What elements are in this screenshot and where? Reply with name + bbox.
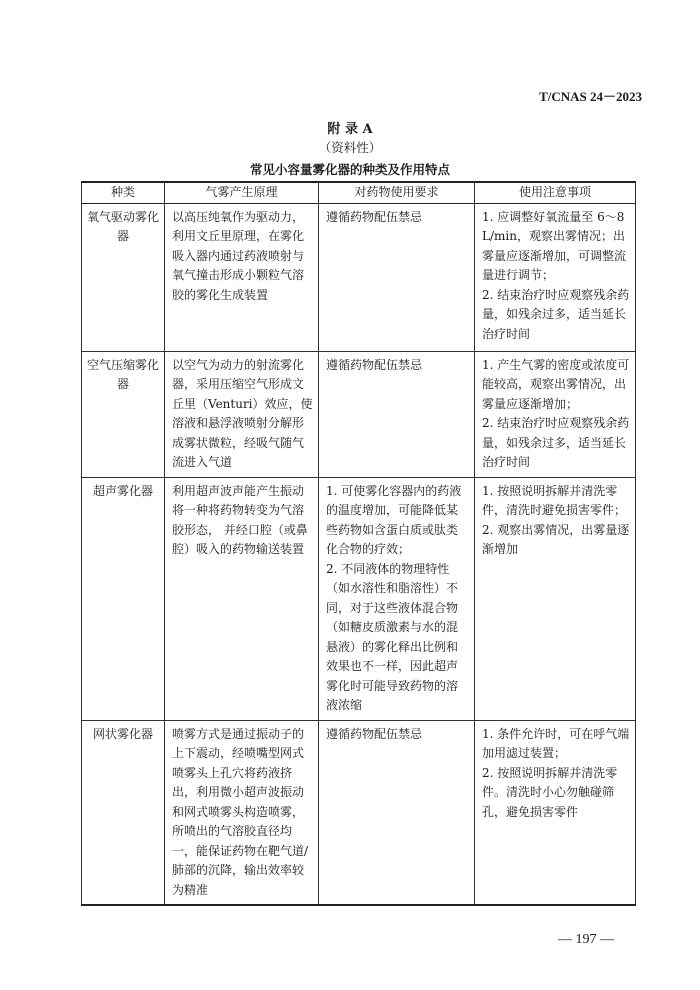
note-item: 2. 结束治疗时应观察残余药量，如残余过多，适当延长治疗时间 (482, 287, 630, 341)
nebulizer-table (81, 181, 636, 906)
appendix-nature: （资料性） (318, 140, 382, 155)
note-item: 1. 应调整好氧流量至 6～8 L/min，观察出雾情况；出雾量应逐渐增加，可调整流量进行调节； (482, 209, 627, 282)
type-cell: 空气压缩雾化器 (82, 351, 165, 477)
table-header-row (82, 182, 636, 203)
page-number: — 197 — (558, 932, 614, 947)
header-usage-notes: 使用注意事项 (475, 182, 636, 203)
table-row (82, 351, 636, 477)
drug-requirement-cell: 遵循药物配伍禁忌 (319, 351, 475, 477)
principle-cell: 以空气为动力的射流雾化器，采用压缩空气形成文丘里（Venturi）效应，使溶液和悬浮液喷射分解形成雾状微粒，经吸气随气流进入气道 (165, 351, 319, 477)
note-item: 2. 结束治疗时应观察残余药量，如残余过多，适当延长治疗时间 (482, 416, 630, 469)
drug-requirement-cell: 遵循药物配伍禁忌 (319, 720, 475, 905)
header-principle: 气雾产生原理 (165, 182, 319, 203)
note-item: 1. 产生气雾的密度或浓度可能较高，观察出雾情况，出雾量应逐渐增加； (482, 357, 630, 411)
drug-requirement-cell (319, 477, 475, 720)
note-item: 1. 按照说明拆解并清洗零件，清洗时避免损害零件； (482, 483, 627, 517)
table-row (82, 203, 636, 351)
header-type: 种类 (82, 182, 165, 203)
appendix-title: 附 录 A (327, 122, 373, 137)
type-cell: 网状雾化器 (82, 720, 165, 905)
principle-cell: 利用超声波声能产生振动将一种将药物转变为气溶胶形态， 并经口腔（或鼻腔）吸入的药物输送装置 (165, 477, 319, 720)
type-cell: 氧气驱动雾化器 (82, 203, 165, 351)
requirement-item: 2. 不同液体的物理特性（如水溶性和脂溶性）不同，对于这些液体混合物（如糖皮质激素与水的混悬液）的雾化释出比例和效果也不一样，因此超声雾化时可能导致药物的溶液浓缩 (326, 561, 459, 712)
usage-notes-cell (475, 477, 636, 720)
drug-requirement-cell: 遵循药物配伍禁忌 (319, 203, 475, 351)
note-item: 1. 条件允许时，可在呼气端加用滤过装置； (482, 726, 630, 760)
principle-cell: 以高压纯氧作为驱动力，利用文丘里原理，在雾化吸入器内通过药液喷射与氧气撞击形成小颗粒气溶胶的雾化生成装置 (165, 203, 319, 351)
table-row (82, 720, 636, 905)
usage-notes-cell (475, 203, 636, 351)
usage-notes-cell (475, 720, 636, 905)
document-code: T/CNAS 24－2023 (539, 89, 642, 104)
table-title: 常见小容量雾化器的种类及作用特点 (249, 162, 450, 177)
type-cell: 超声雾化器 (82, 477, 165, 720)
requirement-item: 1. 可使雾化容器内的药液的温度增加，可能降低某些药物如含蛋白质或肽类化合物的疗效； (326, 483, 462, 556)
table-row (82, 477, 636, 720)
note-item: 2. 按照说明拆解并清洗零件。清洗时小心勿触碰筛孔，避免损害零件 (482, 765, 618, 819)
usage-notes-cell (475, 351, 636, 477)
header-drug-requirement: 对药物使用要求 (319, 182, 475, 203)
principle-cell: 喷雾方式是通过振动子的上下震动，经喷嘴型网式喷雾头上孔穴将药液挤出，利用微小超声波振动和网式喷雾头构造喷雾，所喷出的气溶胶直径均一，能保证药物在靶气道/肺部的沉降，输出效率较为精准 (165, 720, 319, 905)
note-item: 2. 观察出雾情况，出雾量逐渐增加 (482, 522, 630, 556)
